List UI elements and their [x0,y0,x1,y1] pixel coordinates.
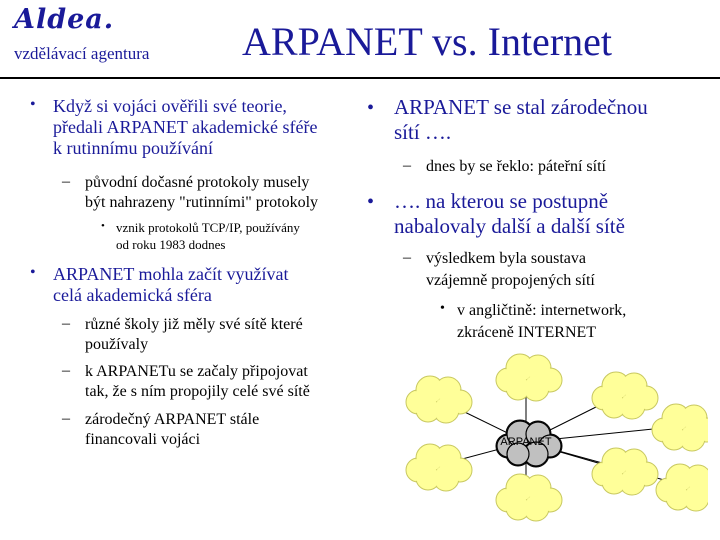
bullet-mark: • [367,97,375,119]
network-cloud [496,474,562,521]
dash-mark: – [62,173,70,190]
right-sub-1: dnes by se řeklo: páteřní sítí [426,158,606,175]
text-line: …. na kterou se postupně [394,189,609,213]
text-line: používaly [85,336,149,353]
text-line: různé školy již měly své sítě které [85,316,303,333]
text-line: vznik protokolů TCP/IP, používány [116,220,300,235]
right-subsub-1 [457,300,626,344]
network-cloud [592,448,658,495]
text-line: výsledkem byla soustava [426,250,586,267]
left-sub-1 [85,173,318,213]
network-cloud [656,464,708,511]
text-line: vzájemně propojených sítí [426,272,595,289]
text-line: tak, že s ním propojily celé své sítě [85,383,310,400]
arpanet-cloud [496,420,562,467]
header-rule [0,77,720,79]
logo: Aldea. [14,4,115,35]
left-sub-4 [85,410,259,450]
text-line: celá akademická sféra [53,285,212,305]
bullet-mark: • [30,264,36,281]
network-cloud [496,354,562,401]
text-line: ARPANET mohla začít využívat [53,264,289,284]
left-bullet-2 [53,264,288,306]
slide-title: ARPANET vs. Internet [242,19,612,64]
text-line: k ARPANETu se začaly připojovat [85,363,308,380]
left-sub-2 [85,315,303,355]
network-cloud [592,372,658,419]
text-line: sítí …. [394,120,452,144]
text-line: k rutinnímu používání [53,138,213,158]
dash-mark: – [403,157,411,174]
text-line: původní dočasné protokoly musely [85,174,310,191]
text-line: od roku 1983 dodnes [116,237,226,252]
subtitle: vzdělávací agentura [14,44,150,63]
network-cloud [406,444,472,491]
right-sub-2 [426,248,595,292]
bullet-mark: • [367,191,375,213]
bullet-mark: • [30,96,36,113]
dash-mark: – [62,410,70,427]
bullet-mark: • [101,220,105,232]
arpanet-label: ARPANET [500,436,552,448]
dash-mark: – [62,315,70,332]
left-bullet-1 [53,96,317,159]
text-line: nabalovaly další a další sítě [394,214,625,238]
text-line: Když si vojáci ověřili své teorie, [53,96,287,116]
text-line: financovali vojáci [85,431,201,448]
network-cloud [652,404,708,451]
network-diagram [396,346,708,526]
left-subsub-1 [116,219,300,253]
right-bullet-2 [394,189,625,239]
network-cloud [406,376,472,423]
dash-mark: – [403,249,411,266]
right-bullet-1 [394,95,648,145]
text-line: být nahrazeny "rutinními" protokoly [85,194,319,211]
text-line: předali ARPANET akademické sféře [53,117,318,137]
dash-mark: – [62,362,70,379]
text-line: v angličtině: internetwork, [457,302,627,319]
text-line: zkráceně INTERNET [457,324,597,341]
bullet-mark: • [440,301,445,316]
left-sub-3 [85,362,310,402]
text-line: zárodečný ARPANET stále [85,411,260,428]
text-line: ARPANET se stal zárodečnou [394,95,648,119]
